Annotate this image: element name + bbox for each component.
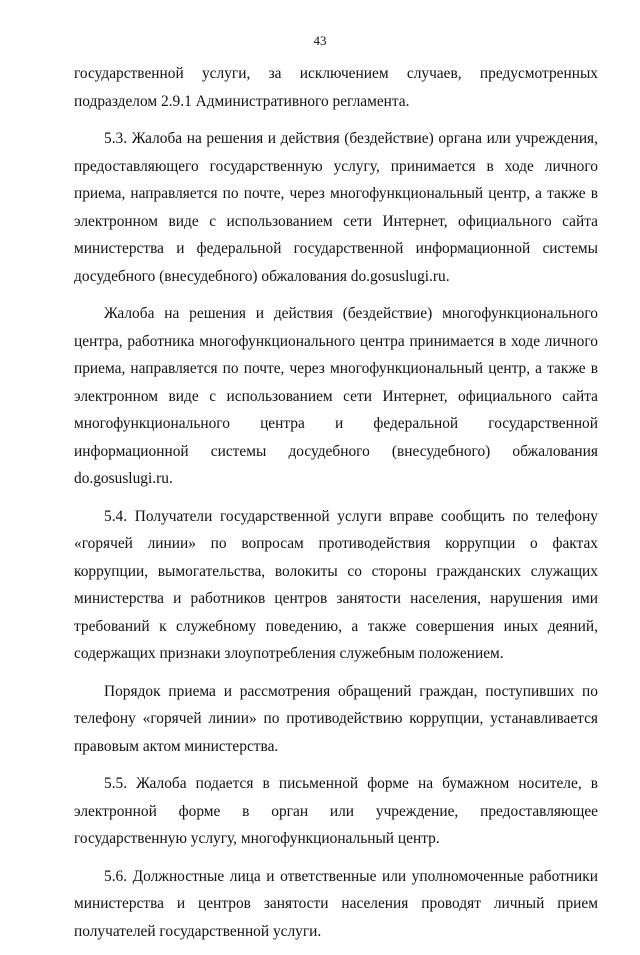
paragraph-mfc-complaint: Жалоба на решения и действия (бездействие) многофункционального центра, работника многофункционального центра принимается в ходе личного приема, направляется по почте, через многофункциональный центр, а также в электронном виде с использованием сети Интернет, официального сайта многофункционального центра и федеральной государственной информационной системы досудебного (внесудебного) обжалования do.gosuslugi.ru.: [74, 305, 598, 487]
paragraph-5-5: 5.5. Жалоба подается в письменной форме на бумажном носителе, в электронной форме в орган или учреждение, предоставляющее государственную услугу, многофункциональный центр.: [74, 775, 598, 847]
paragraph-5-3: 5.3. Жалоба на решения и действия (бездействие) органа или учреждения, предоставляющего государственную услугу, принимается в ходе личного приема, направляется по почте, через многофункциональный центр, а также в электронном виде с использованием сети Интернет, официального сайта министерства и федеральной государственной информационной системы досудебного (внесудебного) обжалования do.gosuslugi.ru.: [74, 130, 598, 285]
paragraph-hotline-procedure: Порядок приема и рассмотрения обращений граждан, поступивших по телефону «горячей линии» по противодействию коррупции, устанавливается правовым актом министерства.: [74, 682, 598, 755]
paragraph-continuation: государственной услуги, за исключением случаев, предусмотренных подразделом 2.9.1 Административного регламента.: [74, 65, 598, 110]
document-body: [74, 60, 598, 955]
paragraph-5-6: 5.6. Должностные лица и ответственные или уполномоченные работники министерства и центров занятости населения проводят личный прием получателей государственной услуги.: [74, 867, 598, 940]
page-number: 43: [313, 33, 327, 48]
paragraph-5-4: 5.4. Получатели государственной услуги вправе сообщить по телефону «горячей линии» по вопросам противодействия коррупции о фактах коррупции, вымогательства, волокиты со стороны гражданских служащих министерства и работников центров занятости населения, нарушения ими требований к служебному поведению, а также совершения иных деяний, содержащих признаки злоупотребления служебным положением.: [74, 507, 598, 662]
